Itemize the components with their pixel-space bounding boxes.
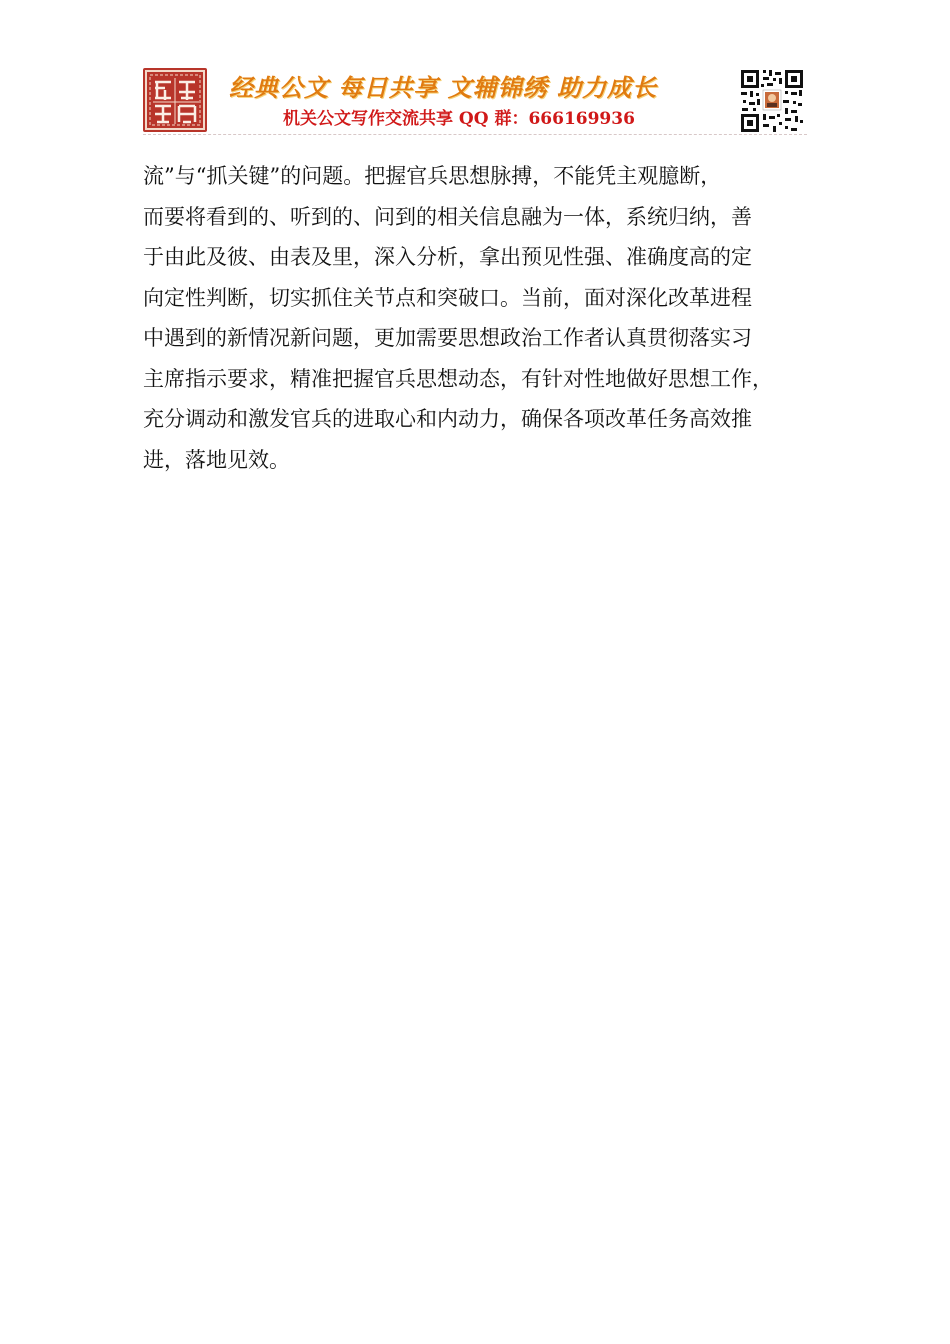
body-line: 进，落地见效。 — [143, 447, 290, 472]
document-body — [143, 156, 811, 480]
body-line: 充分调动和激发官兵的进取心和内动力，确保各项改革任务高效推 — [143, 407, 752, 431]
header-divider — [143, 134, 807, 135]
qr-code-graphic — [739, 68, 805, 134]
body-line: 于由此及彼、由表及里，深入分析，拿出预见性强、准确度高的定 — [143, 245, 752, 269]
page-header — [143, 68, 807, 134]
body-line: 流”与“抓关键”的问题。把握官兵思想脉搏，不能凭主观臆断， — [143, 164, 722, 188]
body-line: 而要将看到的、听到的、问到的相关信息融为一体，系统归纳，善 — [143, 204, 752, 229]
body-line: 主席指示要求，精准把握官兵思想动态，有针对性地做好思想工作， — [143, 366, 773, 391]
body-line: 向定性判断，切实抓住关节点和突破口。当前，面对深化改革进程 — [143, 285, 752, 310]
header-slogan: 经典公文 每日共享 文辅锦绣 助力成长 — [229, 74, 658, 102]
qq-group-line: 机关公文写作交流共享 QQ 群：666169936 — [283, 109, 635, 129]
seal-logo-graphic — [143, 68, 207, 132]
body-line: 中遇到的新情况新问题，更加需要思想政治工作者认真贯彻落实习 — [143, 326, 752, 350]
qr-code-icon — [739, 68, 805, 134]
seal-logo-icon — [143, 68, 207, 132]
